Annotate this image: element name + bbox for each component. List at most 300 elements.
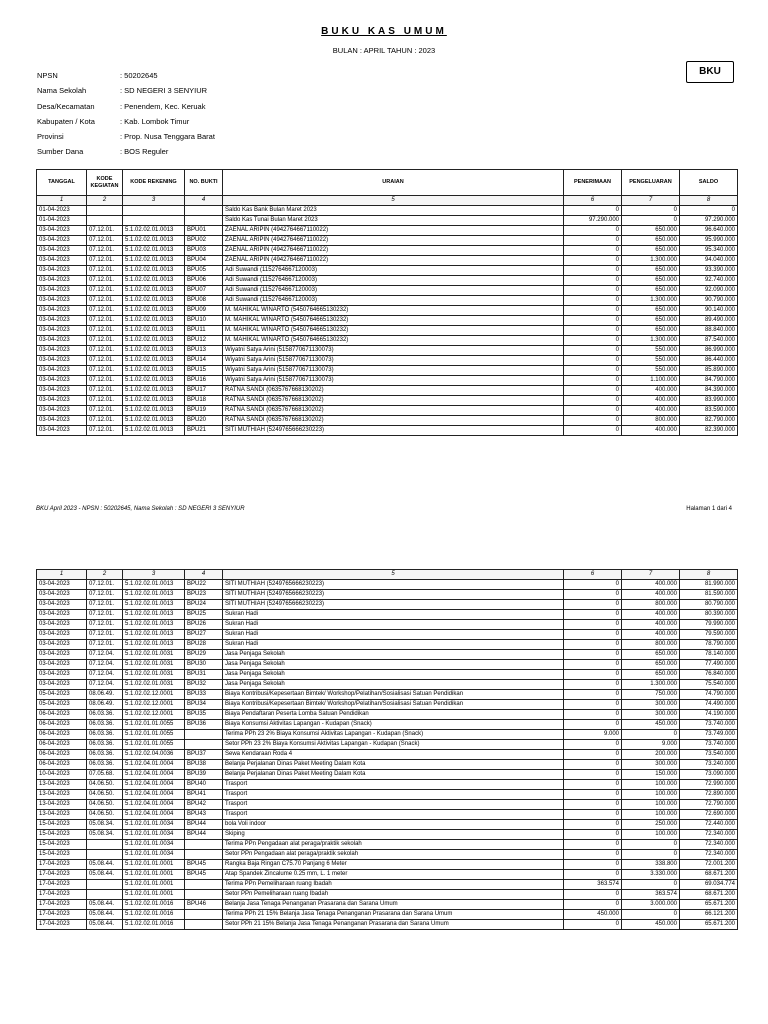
- table-cell: 5.1.02.02.01.0013: [123, 346, 185, 356]
- table-cell: 5.1.02.01.01.0055: [123, 730, 185, 740]
- table-cell: [185, 880, 223, 890]
- info-label: Kabupaten / Kota: [37, 116, 95, 126]
- table-cell: 03-04-2023: [37, 236, 87, 246]
- table-cell: 72.340.000: [680, 850, 738, 860]
- table-cell: 03-04-2023: [37, 286, 87, 296]
- table-cell: 0: [564, 780, 622, 790]
- table-cell: 5.1.02.01.01.0034: [123, 820, 185, 830]
- table-cell: 07.12.01.: [87, 386, 123, 396]
- table-cell: 06.03.36.: [87, 730, 123, 740]
- table-cell: 450.000: [564, 910, 622, 920]
- table-row: [37, 860, 738, 870]
- table-cell: BPU35: [185, 710, 223, 720]
- table-cell: 0: [622, 850, 680, 860]
- table-cell: 5.1.02.02.01.0013: [123, 226, 185, 236]
- table-cell: BPU16: [185, 376, 223, 386]
- table-cell: 150.000: [622, 770, 680, 780]
- table-cell: 03-04-2023: [37, 366, 87, 376]
- table-cell: 0: [564, 426, 622, 436]
- table-cell: Trasport: [223, 780, 564, 790]
- table-cell: 72.440.000: [680, 820, 738, 830]
- table-cell: M. MAHIKAL WINARTO (5450764665130232): [223, 316, 564, 326]
- table-row: [37, 216, 738, 226]
- table-cell: 79.990.000: [680, 620, 738, 630]
- table-cell: Jasa Penjaga Sekolah: [223, 670, 564, 680]
- table-cell: Saldo Kas Tunai Bulan Maret 2023: [223, 216, 564, 226]
- table-cell: 5.1.02.02.01.0031: [123, 680, 185, 690]
- info-row: [37, 99, 215, 114]
- table-cell: BPU02: [185, 236, 223, 246]
- info-value: : Prop. Nusa Tenggara Barat: [120, 132, 215, 142]
- table-cell: 5.1.02.02.01.0013: [123, 286, 185, 296]
- table-cell: BPU40: [185, 780, 223, 790]
- table-row: [37, 406, 738, 416]
- table-cell: 0: [564, 790, 622, 800]
- column-header: KODE REKENING: [123, 170, 185, 196]
- table-cell: 750.000: [622, 690, 680, 700]
- table-cell: 5.1.02.04.01.0004: [123, 780, 185, 790]
- table-cell: 07.12.01.: [87, 406, 123, 416]
- table-cell: 0: [622, 910, 680, 920]
- table-cell: 0: [564, 590, 622, 600]
- table-cell: BPU15: [185, 366, 223, 376]
- table-cell: 5.1.02.02.01.0016: [123, 900, 185, 910]
- table-row: [37, 650, 738, 660]
- table-cell: Sukran Hadi: [223, 640, 564, 650]
- table-cell: 1.300.000: [622, 256, 680, 266]
- table-cell: [185, 910, 223, 920]
- table-cell: 05.08.44.: [87, 920, 123, 930]
- table-cell: 0: [680, 206, 738, 216]
- table-cell: 400.000: [622, 590, 680, 600]
- table-cell: 83.590.000: [680, 406, 738, 416]
- table-cell: 5.1.02.01.01.0001: [123, 870, 185, 880]
- table-cell: 250.000: [622, 820, 680, 830]
- table-cell: 550.000: [622, 356, 680, 366]
- table-cell: 72.340.000: [680, 840, 738, 850]
- table-cell: [87, 216, 123, 226]
- table-cell: Sukran Hadi: [223, 610, 564, 620]
- table-cell: 100.000: [622, 800, 680, 810]
- table-cell: Setor PPn Pemeliharaan ruang Ibadah: [223, 890, 564, 900]
- table-row: [37, 730, 738, 740]
- table-cell: 5.1.02.02.01.0013: [123, 366, 185, 376]
- table-cell: BPU04: [185, 256, 223, 266]
- table-cell: 13-04-2023: [37, 810, 87, 820]
- column-number: 3: [123, 570, 185, 580]
- table-cell: 800.000: [622, 416, 680, 426]
- table-row: [37, 750, 738, 760]
- table-cell: [185, 890, 223, 900]
- table-row: [37, 840, 738, 850]
- info-label: Nama Sekolah: [37, 86, 87, 96]
- column-header: KODE KEGIATAN: [87, 170, 123, 196]
- table-cell: 200.000: [622, 750, 680, 760]
- table-row: [37, 870, 738, 880]
- table-cell: SITI MUTHIAH (5249765666230223): [223, 590, 564, 600]
- table-cell: 68.671.200: [680, 870, 738, 880]
- table-cell: Atap Spandek Zincalume 0.25 mm, L. 1 meter: [223, 870, 564, 880]
- table-cell: 73.740.000: [680, 740, 738, 750]
- table-cell: 03-04-2023: [37, 590, 87, 600]
- column-header: URAIAN: [223, 170, 564, 196]
- table-cell: Terima PPh 23 2% Biaya Konsumsi Aktivitas Lapangan - Kudapan (Snack): [223, 730, 564, 740]
- table-row: [37, 396, 738, 406]
- table-cell: 03-04-2023: [37, 426, 87, 436]
- column-header: PENGELUARAN: [622, 170, 680, 196]
- table-cell: 5.1.02.02.01.0013: [123, 266, 185, 276]
- table-cell: 0: [564, 206, 622, 216]
- table-cell: 800.000: [622, 640, 680, 650]
- table-row: [37, 630, 738, 640]
- column-number: 6: [564, 196, 622, 206]
- table-cell: Belanja Perjalanan Dinas Paket Meeting Dalam Kota: [223, 770, 564, 780]
- table-cell: 08.06.49.: [87, 690, 123, 700]
- column-number: 1: [37, 570, 87, 580]
- table-row: [37, 810, 738, 820]
- table-cell: 03-04-2023: [37, 610, 87, 620]
- table-cell: 80.790.000: [680, 600, 738, 610]
- table-cell: BPU45: [185, 870, 223, 880]
- table-cell: 650.000: [622, 226, 680, 236]
- table-cell: BPU34: [185, 700, 223, 710]
- table-cell: 5.1.02.02.01.0013: [123, 236, 185, 246]
- table-cell: 07.12.04.: [87, 650, 123, 660]
- table-cell: 85.890.000: [680, 366, 738, 376]
- column-header: SALDO: [680, 170, 738, 196]
- table-cell: 5.1.02.01.01.0001: [123, 880, 185, 890]
- table-cell: bola Voli indoor: [223, 820, 564, 830]
- table-cell: 03-04-2023: [37, 276, 87, 286]
- table-cell: 03-04-2023: [37, 346, 87, 356]
- table-row: [37, 376, 738, 386]
- table-row: [37, 266, 738, 276]
- table-cell: 0: [564, 286, 622, 296]
- table-row: [37, 820, 738, 830]
- table-cell: SITI MUTHIAH (5249765666230223): [223, 580, 564, 590]
- info-row: [37, 68, 215, 83]
- table-cell: 0: [564, 750, 622, 760]
- table-cell: 75.540.000: [680, 680, 738, 690]
- table-cell: ZAENAL ARIPIN (4942764667110022): [223, 236, 564, 246]
- table-cell: 03-04-2023: [37, 296, 87, 306]
- table-row: [37, 286, 738, 296]
- table-cell: 0: [564, 700, 622, 710]
- column-number: 3: [123, 196, 185, 206]
- table-cell: 400.000: [622, 630, 680, 640]
- table-cell: 95.340.000: [680, 246, 738, 256]
- table-cell: BPU42: [185, 800, 223, 810]
- table-cell: Terima PPh 21 15% Belanja Jasa Tenaga Penanganan Prasarana dan Sarana Umum: [223, 910, 564, 920]
- table-cell: 400.000: [622, 620, 680, 630]
- table-cell: 07.12.01.: [87, 316, 123, 326]
- table-cell: BPU32: [185, 680, 223, 690]
- table-row: [37, 660, 738, 670]
- table-cell: [87, 880, 123, 890]
- table-cell: 90.790.000: [680, 296, 738, 306]
- table-cell: 73.090.000: [680, 770, 738, 780]
- info-value: : BOS Reguler: [120, 147, 169, 157]
- table-cell: 90.140.000: [680, 306, 738, 316]
- table-cell: 04.06.50.: [87, 810, 123, 820]
- table-cell: BPU13: [185, 346, 223, 356]
- table-cell: Jasa Penjaga Sekolah: [223, 680, 564, 690]
- table-cell: 05.08.34.: [87, 820, 123, 830]
- table-cell: 03-04-2023: [37, 246, 87, 256]
- table-cell: 0: [564, 650, 622, 660]
- table-cell: 07.12.01.: [87, 286, 123, 296]
- column-number-row: [37, 570, 738, 580]
- table-cell: 5.1.02.02.01.0013: [123, 296, 185, 306]
- table-cell: 03-04-2023: [37, 226, 87, 236]
- table-cell: 06-04-2023: [37, 750, 87, 760]
- table-cell: 5.1.02.02.04.0036: [123, 750, 185, 760]
- table-cell: 0: [564, 236, 622, 246]
- table-cell: 5.1.02.02.01.0013: [123, 640, 185, 650]
- table-row: [37, 770, 738, 780]
- table-cell: Adi Suwandi (1152764667120003): [223, 276, 564, 286]
- table-cell: 0: [564, 336, 622, 346]
- table-cell: 05-04-2023: [37, 690, 87, 700]
- table-cell: 17-04-2023: [37, 870, 87, 880]
- table-cell: 03-04-2023: [37, 306, 87, 316]
- table-row: [37, 890, 738, 900]
- table-cell: 0: [622, 730, 680, 740]
- table-cell: 03-04-2023: [37, 660, 87, 670]
- table-cell: 05.08.44.: [87, 870, 123, 880]
- table-row: [37, 416, 738, 426]
- table-cell: 5.1.02.01.01.0001: [123, 890, 185, 900]
- table-cell: 1.300.000: [622, 680, 680, 690]
- column-header: PENERIMAAN: [564, 170, 622, 196]
- table-cell: 5.1.02.02.01.0013: [123, 610, 185, 620]
- table-cell: 650.000: [622, 316, 680, 326]
- table-cell: 07.12.01.: [87, 600, 123, 610]
- table-cell: BPU37: [185, 750, 223, 760]
- table-cell: 0: [564, 830, 622, 840]
- table-cell: 83.990.000: [680, 396, 738, 406]
- table-cell: ZAENAL ARIPIN (4942764667110022): [223, 226, 564, 236]
- table-cell: 0: [564, 246, 622, 256]
- table-cell: 95.990.000: [680, 236, 738, 246]
- table-cell: 78.140.000: [680, 650, 738, 660]
- table-row: [37, 256, 738, 266]
- table-cell: 5.1.02.02.12.0001: [123, 700, 185, 710]
- table-cell: 450.000: [622, 920, 680, 930]
- column-header: TANGGAL: [37, 170, 87, 196]
- table-cell: Setor PPh 21 15% Belanja Jasa Tenaga Penanganan Prasarana dan Sarana Umum: [223, 920, 564, 930]
- table-cell: 5.1.02.01.01.0034: [123, 840, 185, 850]
- table-cell: 68.671.200: [680, 890, 738, 900]
- table-cell: 03-04-2023: [37, 316, 87, 326]
- table-cell: 15-04-2023: [37, 830, 87, 840]
- table-cell: 0: [564, 740, 622, 750]
- table-cell: 13-04-2023: [37, 790, 87, 800]
- table-cell: 5.1.02.01.01.0034: [123, 850, 185, 860]
- table-cell: 03-04-2023: [37, 256, 87, 266]
- table-cell: 06-04-2023: [37, 710, 87, 720]
- table-cell: 07.12.01.: [87, 376, 123, 386]
- table-cell: 07.12.01.: [87, 256, 123, 266]
- table-cell: 03-04-2023: [37, 680, 87, 690]
- table-cell: BPU09: [185, 306, 223, 316]
- column-number: 5: [223, 570, 564, 580]
- table-cell: 79.590.000: [680, 630, 738, 640]
- table-cell: 0: [564, 640, 622, 650]
- table-cell: 0: [564, 346, 622, 356]
- table-cell: 0: [564, 920, 622, 930]
- table-row: [37, 800, 738, 810]
- table-cell: 74.190.000: [680, 710, 738, 720]
- table-cell: BPU22: [185, 580, 223, 590]
- table-cell: BPU30: [185, 660, 223, 670]
- table-cell: 363.574: [564, 880, 622, 890]
- table-cell: 0: [564, 840, 622, 850]
- table-cell: 06-04-2023: [37, 740, 87, 750]
- table-cell: Wiyatni Satya Arini (5158770671130073): [223, 376, 564, 386]
- table-row: [37, 316, 738, 326]
- table-cell: 17-04-2023: [37, 890, 87, 900]
- table-cell: 400.000: [622, 406, 680, 416]
- table-row: [37, 880, 738, 890]
- table-cell: 0: [564, 710, 622, 720]
- table-cell: 300.000: [622, 700, 680, 710]
- table-row: [37, 780, 738, 790]
- table-cell: 5.1.02.02.01.0013: [123, 376, 185, 386]
- table-cell: BPU27: [185, 630, 223, 640]
- table-cell: 0: [564, 406, 622, 416]
- table-row: [37, 620, 738, 630]
- table-cell: 5.1.02.02.01.0013: [123, 336, 185, 346]
- table-cell: 5.1.02.02.01.0013: [123, 630, 185, 640]
- table-cell: BPU46: [185, 900, 223, 910]
- table-cell: ZAENAL ARIPIN (4942764667110022): [223, 246, 564, 256]
- table-cell: 94.040.000: [680, 256, 738, 266]
- table-cell: 03-04-2023: [37, 386, 87, 396]
- table-cell: [87, 206, 123, 216]
- table-cell: Belanja Perjalanan Dinas Paket Meeting Dalam Kota: [223, 760, 564, 770]
- table-cell: 07.12.01.: [87, 336, 123, 346]
- table-cell: 0: [564, 800, 622, 810]
- table-cell: 650.000: [622, 246, 680, 256]
- table-cell: 100.000: [622, 830, 680, 840]
- table-cell: 07.12.01.: [87, 620, 123, 630]
- table-cell: [87, 850, 123, 860]
- table-cell: 07.12.01.: [87, 326, 123, 336]
- table-cell: 07.05.68.: [87, 770, 123, 780]
- table-cell: 06-04-2023: [37, 730, 87, 740]
- table-cell: 03-04-2023: [37, 326, 87, 336]
- table-cell: 76.840.000: [680, 670, 738, 680]
- table-cell: Setor PPh 23 2% Biaya Konsumsi Aktivitas Lapangan - Kudapan (Snack): [223, 740, 564, 750]
- table-cell: 650.000: [622, 306, 680, 316]
- table-cell: 5.1.02.02.01.0013: [123, 306, 185, 316]
- table-cell: [185, 740, 223, 750]
- table-cell: 100.000: [622, 780, 680, 790]
- table-cell: 03-04-2023: [37, 266, 87, 276]
- table-cell: M. MAHIKAL WINARTO (5450764665130232): [223, 336, 564, 346]
- table-cell: 450.000: [622, 720, 680, 730]
- table-cell: Jasa Penjaga Sekolah: [223, 650, 564, 660]
- table-cell: 5.1.02.02.01.0016: [123, 920, 185, 930]
- table-cell: 07.12.04.: [87, 680, 123, 690]
- table-row: [37, 356, 738, 366]
- table-cell: Adi Suwandi (1152764667120003): [223, 266, 564, 276]
- table-cell: Biaya Pendaftaran Peserta Lomba Satuan Pendidikan: [223, 710, 564, 720]
- table-cell: 03-04-2023: [37, 650, 87, 660]
- table-cell: 5.1.02.02.01.0016: [123, 910, 185, 920]
- table-cell: Skiping: [223, 830, 564, 840]
- table-cell: 650.000: [622, 326, 680, 336]
- table-cell: 03-04-2023: [37, 376, 87, 386]
- table-cell: Trasport: [223, 810, 564, 820]
- table-cell: 03-04-2023: [37, 620, 87, 630]
- table-cell: 650.000: [622, 650, 680, 660]
- column-number: 5: [223, 196, 564, 206]
- table-cell: 650.000: [622, 266, 680, 276]
- table-cell: BPU08: [185, 296, 223, 306]
- table-cell: 5.1.02.02.01.0013: [123, 426, 185, 436]
- table-cell: 5.1.02.02.01.0013: [123, 316, 185, 326]
- table-row: [37, 336, 738, 346]
- table-cell: SITI MUTHIAH (5249765666230223): [223, 600, 564, 610]
- bku-table-page2: [36, 569, 738, 930]
- table-cell: 73.240.000: [680, 760, 738, 770]
- table-cell: 650.000: [622, 660, 680, 670]
- table-cell: 0: [564, 870, 622, 880]
- table-cell: 400.000: [622, 610, 680, 620]
- table-cell: Wiyatni Satya Arini (5158770671130073): [223, 356, 564, 366]
- info-label: NPSN: [37, 71, 58, 80]
- table-cell: 0: [622, 216, 680, 226]
- table-cell: 72.001.200: [680, 860, 738, 870]
- table-cell: 07.12.01.: [87, 296, 123, 306]
- table-cell: 77.490.000: [680, 660, 738, 670]
- table-cell: BPU45: [185, 860, 223, 870]
- table-cell: 5.1.02.02.01.0013: [123, 396, 185, 406]
- table-cell: RATNA SANDI (0635767668130202): [223, 386, 564, 396]
- table-row: [37, 900, 738, 910]
- table-cell: 13-04-2023: [37, 800, 87, 810]
- info-row: [37, 129, 215, 144]
- table-cell: [87, 890, 123, 900]
- table-cell: 0: [564, 630, 622, 640]
- table-cell: 15-04-2023: [37, 840, 87, 850]
- info-value: : Kab. Lombok Timur: [120, 116, 190, 126]
- table-row: [37, 920, 738, 930]
- info-row: [37, 144, 215, 159]
- table-cell: 03-04-2023: [37, 396, 87, 406]
- table-cell: 5.1.02.02.01.0013: [123, 386, 185, 396]
- table-cell: BPU11: [185, 326, 223, 336]
- column-number: 2: [87, 570, 123, 580]
- footer-right: Halaman 1 dari 4: [686, 506, 732, 512]
- table-cell: Sewa Kendaraan Roda 4: [223, 750, 564, 760]
- table-row: [37, 600, 738, 610]
- table-cell: 17-04-2023: [37, 910, 87, 920]
- column-number: 7: [622, 570, 680, 580]
- table-cell: 07.12.01.: [87, 266, 123, 276]
- table-cell: [123, 216, 185, 226]
- table-row: [37, 680, 738, 690]
- table-cell: [185, 216, 223, 226]
- table-cell: 65.671.200: [680, 920, 738, 930]
- table-cell: 550.000: [622, 346, 680, 356]
- column-number-row: [37, 196, 738, 206]
- table-cell: 5.1.02.02.01.0013: [123, 416, 185, 426]
- table-cell: 07.12.01.: [87, 426, 123, 436]
- table-cell: [123, 206, 185, 216]
